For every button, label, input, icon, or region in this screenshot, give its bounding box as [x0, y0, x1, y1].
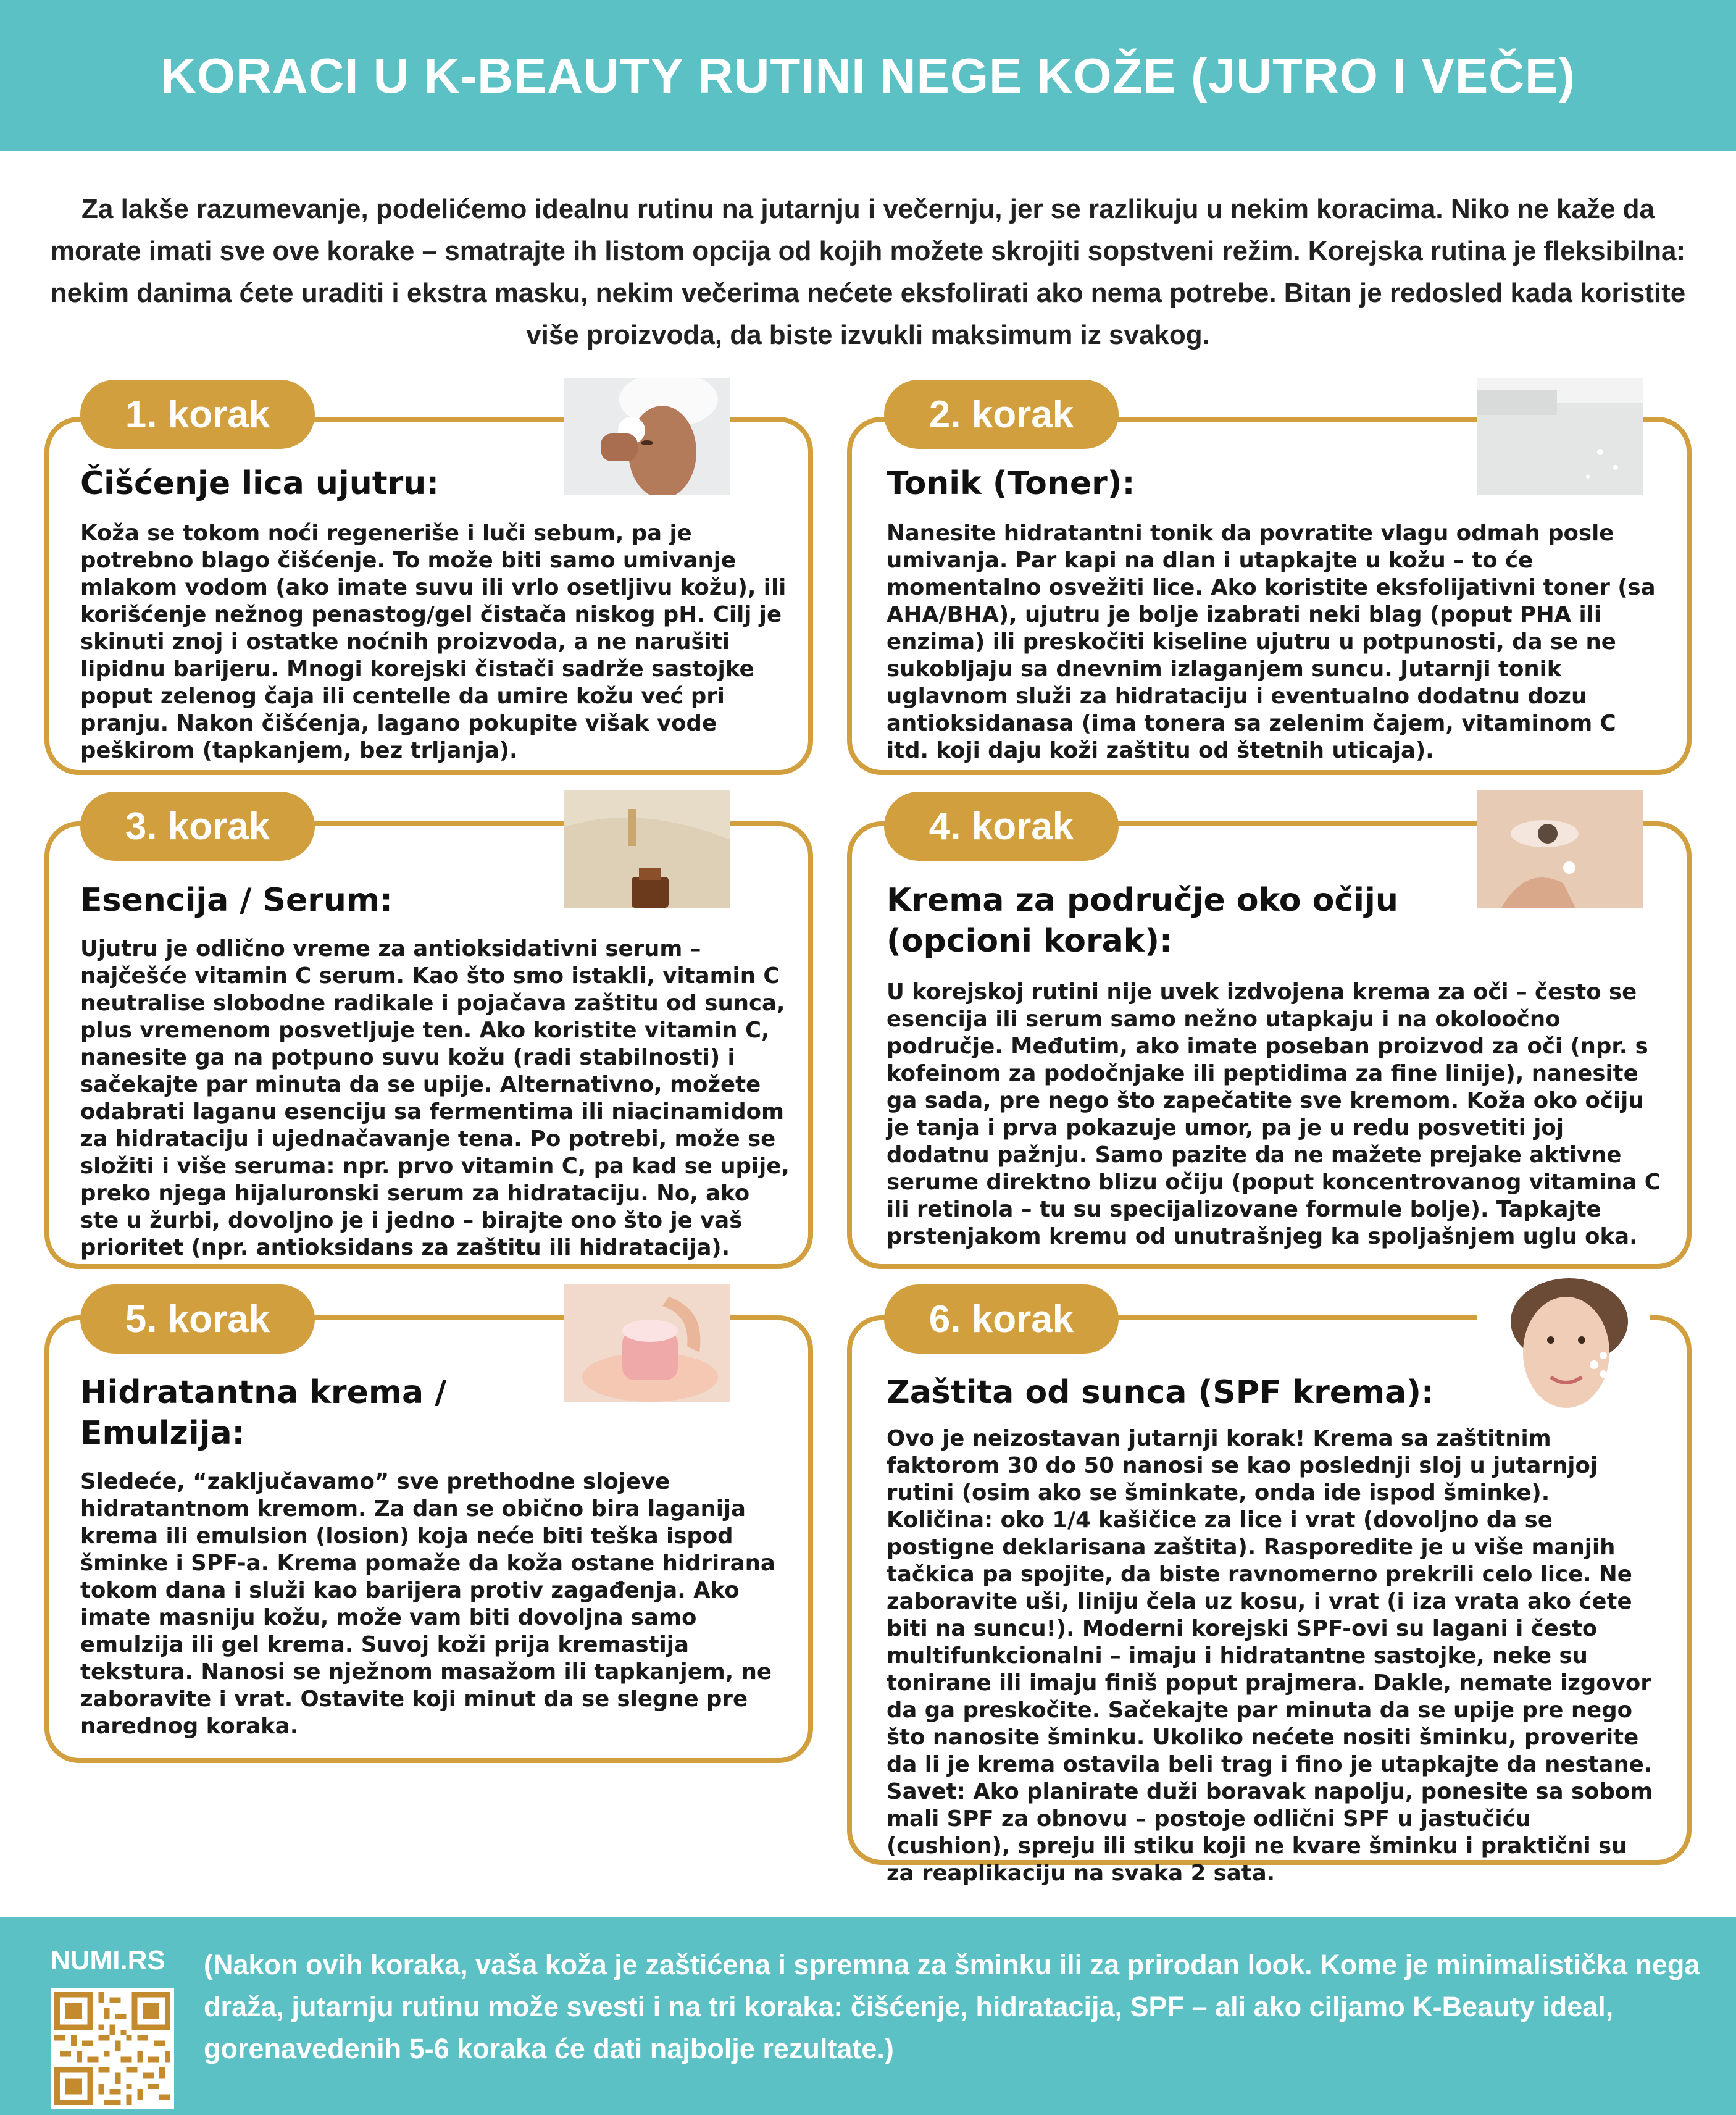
step-body-3: Ujutru je odlično vreme za antioksidativni serum – najčešće vitamin C serum. Kao što smo istakli, vitamin C neutralise slobodne radikale i pojačava zaštitu od sunca, plus vremenom posvetljuje ten. Ako koristite vitamin C, nanesite ga na potpuno suvu kožu (radi stabilnosti) i sačekajte par minuta da se upije. Alternativno, možete odabrati laganu esenciju sa fermentima ili niacinamidom za hidrataciju i ujednačavanje tena. Po potrebi, može se složiti i više seruma: npr. prvo vitamin C, pa kad se upije, preko njega hijaluronski serum za hidrataciju. No, ako ste u žurbi, dovoljno je i jedno – birajte ono što je vaš prioritet (npr. antioksidans za zaštitu ili hidratacija).	[80, 936, 790, 1260]
step-badge-4: 4. korak	[884, 792, 1119, 861]
header-banner	[0, 0, 1736, 151]
step-photo-toner	[1477, 378, 1643, 495]
intro-paragraph: Za lakše razumevanje, podelićemo idealnu rutinu na jutarnju i večernju, jer se razlikuju u nekim koracima. Niko ne kaže da morate imati sve ove korake – smatrajte ih listom opcija od kojih možete skrojiti sopstveni režim. Korejska rutina je fleksibilna: nekim danima ćete uraditi i ekstra masku, nekim večerima nećete eksfolirati ako nema potrebe. Bitan je redosled kada koristite više proizvoda, da biste izvukli maksimum iz svakog.	[50, 194, 1686, 350]
step-title-6: Zaštita od sunca (SPF krema):	[887, 1374, 1434, 1411]
step-badge-5: 5. korak	[80, 1284, 315, 1354]
step-photo-eye-cream	[1477, 790, 1643, 908]
step-body-5: Sledeće, “zaključavamo” sve prethodne slojeve hidratantnom kremom. Za dan se obično bira laganija krema ili emulsion (losion) koja neće biti teška ispod šminke i SPF-a. Krema pomaže da koža ostane hidrirana tokom dana i služi kao barijera protiv zagađenja. Ako imate masniju kožu, može vam biti dovoljna samo emulzija ili gel krema. Suvoj koži prija kremastija tekstura. Nanosi se nježnom masažom ili tapkanjem, ne zaboravite i vrat. Ostavite koji minut da se slegne pre narednog koraka.	[80, 1469, 775, 1739]
step-photo-sunscreen	[1477, 1278, 1650, 1414]
step-photo-moisturizer	[564, 1284, 730, 1402]
brand-label[interactable]: NUMI.RS	[51, 1945, 165, 1975]
step-photo-cleansing	[564, 378, 730, 495]
step-body-2: Nanesite hidratantni tonik da povratite vlagu odmah posle umivanja. Par kapi na dlan i utapkajte u kožu – to će momentalno osvežiti lice. Ako koristite eksfolijativni toner (sa AHA/BHA), ujutru je bolje izabrati neki blag (poput PHA ili enzima) ili preskočiti kiseline ujutru u potpunosti, da se ne sukobljaju sa dnevnim izlaganjem suncu. Jutarnji tonik uglavnom služi za hidrataciju i eventualno dodatnu dozu antioksidanasa (ima tonera sa zelenim čajem, vitaminom C itd. koji daju koži zaštitu od štetnih uticaja).	[887, 521, 1656, 763]
step-title-1: Čišćenje lica ujutru:	[80, 465, 440, 502]
step-title-3: Esencija / Serum:	[80, 882, 393, 919]
step-body-4: U korejskoj rutini nije uvek izdvojena krema za oči – često se esencija ili serum samo nežno utapkaju i na okoloočno područje. Međutim, ako imate poseban proizvod za oči (npr. s kofeinom za podočnjake ili peptidima za fine linije), nanesite ga sada, pre nego što zapečatite sve kremom. Koža oko očiju je tanja i prva pokazuje umor, pa je u redu posvetiti joj dodatnu pažnju. Samo pazite da ne mažete prejake aktivne serume direktno blizu očiju (poput koncentrovanog vitamina C ili retinola – tu su specijalizovane formule bolje). Tapkajte prstenjakom kremu od unutrašnjeg ka spoljašnjem uglu oka.	[887, 979, 1661, 1249]
step-badge-6: 6. korak	[884, 1284, 1119, 1354]
qr-code-icon[interactable]	[51, 1988, 174, 2109]
step-title-2: Tonik (Toner):	[887, 465, 1135, 502]
step-badge-3: 3. korak	[80, 792, 315, 861]
step-title-4: Krema za područje oko očiju (opcioni korak):	[887, 882, 1398, 960]
step-badge-1: 1. korak	[80, 380, 315, 449]
step-body-1: Koža se tokom noći regeneriše i luči sebum, pa je potrebno blago čišćenje. To može biti samo umivanje mlakom vodom (ako imate suvu ili vrlo osetljivu kožu), ili korišćenje nežnog penastog/gel čistača niskog pH. Cilj je skinuti znoj i ostatke noćnih proizvoda, a ne narušiti lipidnu barijeru. Mnogi korejski čistači sadrže sastojke poput zelenog čaja ili centelle da umire kožu već pri pranju. Nakon čišćenja, lagano pokupite višak vode peškirom (tapkanjem, bez trljanja).	[80, 521, 787, 763]
step-title-5: Hidratantna krema / Emulzija:	[80, 1374, 447, 1452]
footer-note: (Nakon ovih koraka, vaša koža je zaštićena i spremna za šminku ili za prirodan look. Kome je minimalistička nega draža, jutarnju rutinu može svesti i na tri koraka: čišćenje, hidratacija, SPF – ali ako ciljamo K-Beauty ideal, gorenavedenih 5-6 koraka će dati najbolje rezultate.)	[204, 1949, 1700, 2064]
step-badge-2: 2. korak	[884, 380, 1119, 449]
step-body-6: Ovo je neizostavan jutarnji korak! Krema sa zaštitnim faktorom 30 do 50 nanosi se kao poslednji sloj u jutarnjoj rutini (osim ako se šminkate, onda ide ispod šminke). Količina: oko 1/4 kašičice za lice i vrat (dovoljno da se postigne deklarisana zaštita). Rasporedite je u više manjih tačkica pa spojite, da biste ravnomerno prekrili celo lice. Ne zaboravite uši, liniju čela uz kosu, i vrat (i iza vrata ako ćete biti na suncu!). Moderni korejski SPF-ovi su lagani i često multifunkcionalni – imaju i hidratantne sastojke, neke su tonirane ili imaju finiš poput prajmera. Dakle, nemate izgovor da ga preskočite. Sačekajte par minuta da se upije pre nego što nanosite šminku. Ukoliko nećete nositi šminku, proverite da li je krema ostavila beli trag i fino je utapkajte da nestane. Savet: Ako planirate duži boravak napolju, ponesite sa sobom mali SPF za obnovu – postoje odlični SPF u jastučiću (cushion), spreju ili stiku koji ne kvare šminku i praktični su za reaplikaciju na svaka 2 sata.	[887, 1426, 1653, 1886]
step-photo-serum	[564, 790, 730, 908]
page-title: KORACI U K-BEAUTY RUTINI NEGE KOŽE (JUTRO I VEČE)	[160, 48, 1576, 103]
